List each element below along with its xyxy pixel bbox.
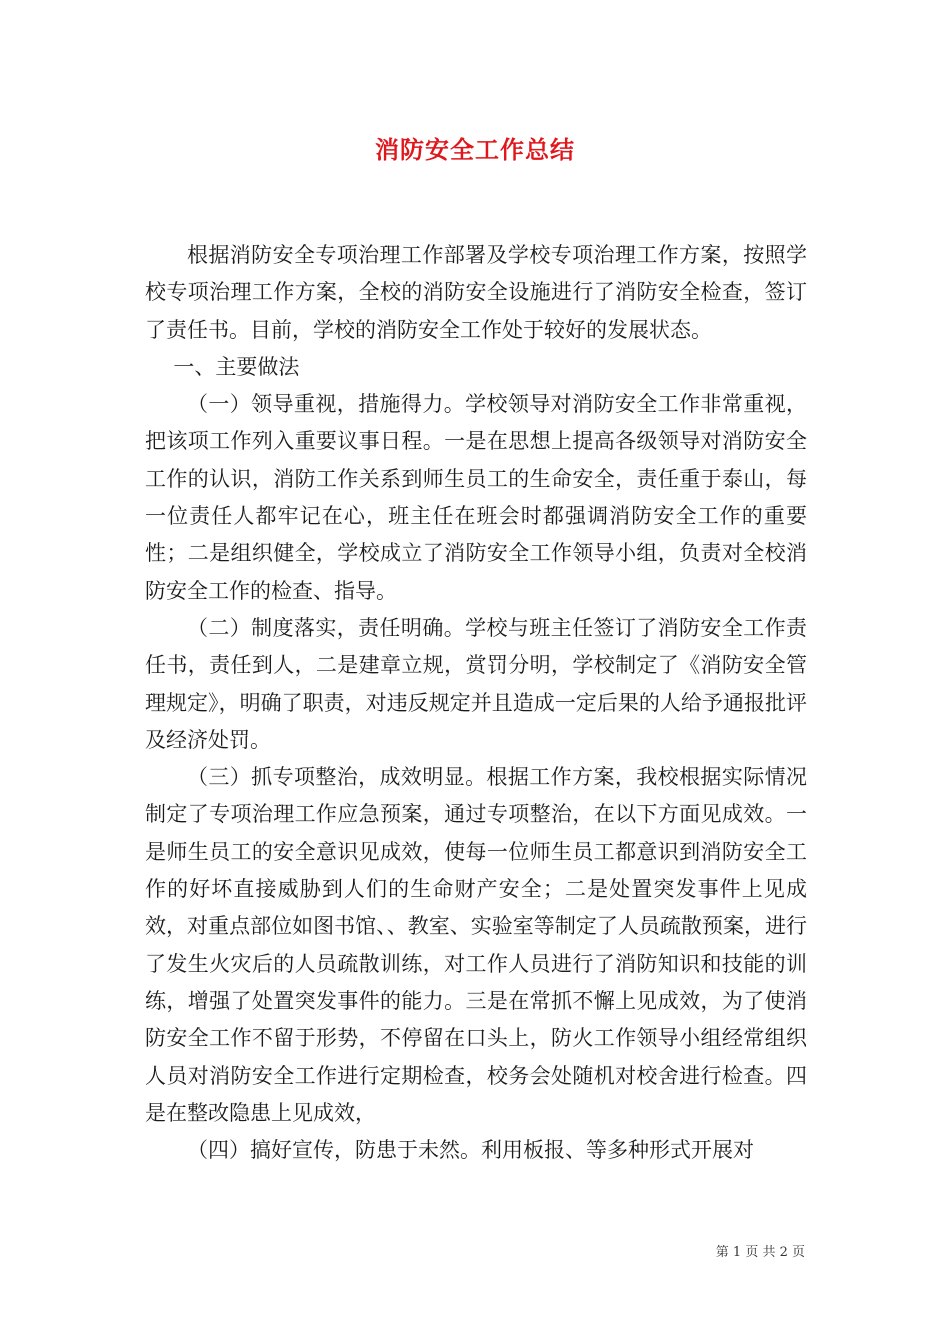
document-title: 消防安全工作总结 <box>375 136 575 164</box>
paragraph-system: （二）制度落实，责任明确。学校与班主任签订了消防安全工作责任书，责任到人，二是建章立规，赏罚分明，学校制定了《消防安全管理规定》，明确了职责，对违反规定并且造成一定后果的人给予通报批评及经济处罚。 <box>145 615 807 752</box>
paragraph-rectification: （三）抓专项整治，成效明显。根据工作方案，我校根据实际情况制定了专项治理工作应急预案，通过专项整治，在以下方面见成效。一是师生员工的安全意识见成效，使每一位师生员工都意识到消防安全工作的好坏直接威胁到人们的生命财产安全；二是处置突发事件上见成效，对重点部位如图书馆、、教室、实验室等制定了人员疏散预案，进行了发生火灾后的人员疏散训练，对工作人员进行了消防知识和技能的训练，增强了处置突发事件的能力。三是在常抓不懈上见成效，为了使消防安全工作不留于形势，不停留在口头上，防火工作领导小组经常组织人员对消防安全工作进行定期检查，校务会处随机对校舍进行检查。四是在整改隐患上见成效， <box>145 765 807 1125</box>
paragraph-publicity: （四）搞好宣传，防患于未然。利用板报、等多种形式开展对 <box>187 1138 754 1163</box>
page-number-footer: 第 1 页 共 2 页 <box>715 1245 805 1260</box>
paragraph-leadership: （一）领导重视，措施得力。学校领导对消防安全工作非常重视，把该项工作列入重要议事日程。一是在思想上提高各级领导对消防安全工作的认识，消防工作关系到师生员工的生命安全，责任重于泰山，每一位责任人都牢记在心，班主任在班会时都强调消防安全工作的重要性；二是组织健全，学校成立了消防安全工作领导小组，负责对全校消防安全工作的检查、指导。 <box>145 392 807 603</box>
section-heading-main-practices: 一、主要做法 <box>173 354 300 379</box>
document-body <box>145 237 807 1169</box>
intro-paragraph: 根据消防安全专项治理工作部署及学校专项治理工作方案，按照学校专项治理工作方案，全校的消防安全设施进行了消防安全检查，签订了责任书。目前，学校的消防安全工作处于较好的发展状态。 <box>145 243 807 342</box>
